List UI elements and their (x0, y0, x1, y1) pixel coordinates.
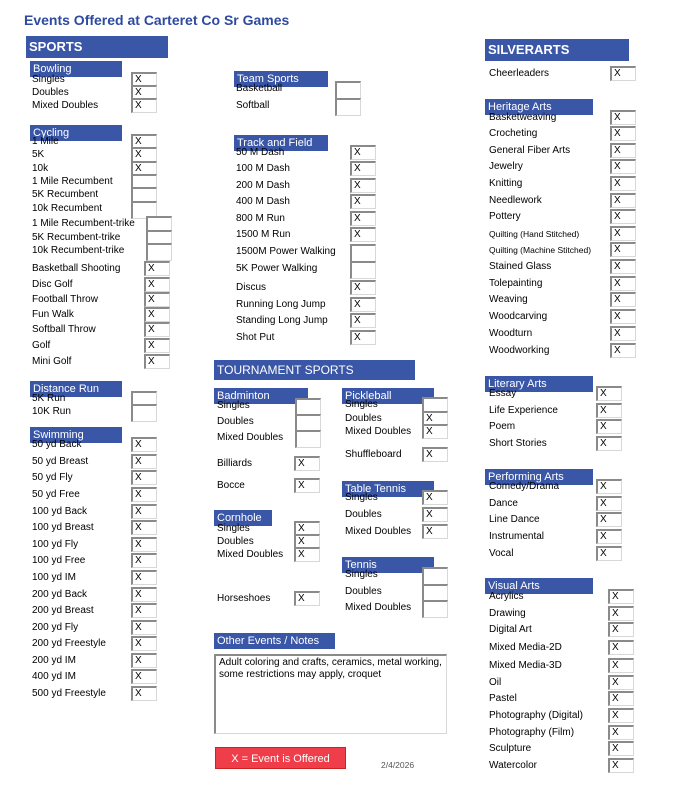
event-checkbox-track-and-field-1500-m-run[interactable]: X (350, 227, 376, 242)
event-label-bowling-singles: Singles (32, 74, 65, 85)
event-label-cycling-1-mile-recumbent-trike: 1 Mile Recumbent-trike (32, 218, 135, 229)
event-label-track-and-field-100-m-dash: 100 M Dash (236, 163, 290, 174)
event-label-track-and-field-standing-long-jump: Standing Long Jump (236, 315, 328, 326)
section-header-table-tennis: Table Tennis (342, 481, 434, 497)
event-checkbox-swimming-500-yd-freestyle[interactable]: X (131, 686, 157, 701)
event-checkbox-track-and-field-400-m-dash[interactable]: X (350, 194, 376, 209)
event-label-swimming-200-yd-freestyle: 200 yd Freestyle (32, 638, 106, 649)
event-label-visual-arts-pastel: Pastel (489, 693, 517, 704)
event-checkbox-misc-sports-softball-throw[interactable]: X (144, 322, 170, 337)
event-checkbox-heritage-arts-general-fiber-arts[interactable]: X (610, 143, 636, 158)
event-checkbox-misc-sports-disc-golf[interactable]: X (144, 277, 170, 292)
event-label-track-and-field-400-m-dash: 400 M Dash (236, 196, 290, 207)
event-checkbox-performing-arts-line-dance[interactable]: X (596, 512, 622, 527)
event-label-heritage-arts-tolepainting: Tolepainting (489, 278, 543, 289)
event-checkbox-heritage-arts-quilting-machine-stitched[interactable]: X (610, 242, 636, 257)
event-label-performing-arts-instrumental: Instrumental (489, 531, 545, 542)
event-label-cycling-5k: 5K (32, 149, 45, 160)
event-label-performing-arts-vocal: Vocal (489, 548, 514, 559)
event-checkbox-racquet-misc-bocce[interactable]: X (294, 478, 320, 493)
event-label-distance-run-5k-run: 5K Run (32, 393, 66, 404)
event-label-track-and-field-1500-m-run: 1500 M Run (236, 229, 291, 240)
event-checkbox-cheer-group-cheerleaders[interactable]: X (610, 66, 636, 81)
section-header-visual-arts: Visual Arts (485, 578, 593, 594)
legend-box: X = Event is Offered (215, 747, 346, 769)
event-label-table-tennis-singles: Singles (345, 492, 378, 503)
event-label-swimming-200-yd-im: 200 yd IM (32, 655, 76, 666)
event-checkbox-misc-sports-football-throw[interactable]: X (144, 292, 170, 307)
event-checkbox-heritage-arts-woodcarving[interactable]: X (610, 309, 636, 324)
event-label-racquet-misc-bocce: Bocce (217, 480, 245, 491)
event-label-track-and-field-800-m-run: 800 M Run (236, 213, 285, 224)
event-checkbox-team-sports-basketball[interactable] (335, 81, 361, 99)
event-checkbox-heritage-arts-knitting[interactable]: X (610, 176, 636, 191)
section-header-pickleball: Pickleball (342, 388, 434, 404)
event-checkbox-swimming-50-yd-back[interactable]: X (131, 437, 157, 452)
event-label-heritage-arts-stained-glass: Stained Glass (489, 261, 552, 272)
event-checkbox-swimming-200-yd-breast[interactable]: X (131, 603, 157, 618)
event-checkbox-literary-arts-life-experience[interactable]: X (596, 403, 622, 418)
event-label-heritage-arts-quilting-machine-stitched: Quilting (Machine Stitched) (489, 245, 592, 255)
event-checkbox-track-and-field-100-m-dash[interactable]: X (350, 161, 376, 176)
event-checkbox-distance-run-10k-run[interactable] (131, 404, 157, 422)
event-checkbox-bowling-doubles[interactable]: X (131, 85, 157, 100)
event-label-tennis-mixed-doubles: Mixed Doubles (345, 602, 412, 613)
event-checkbox-track-and-field-800-m-run[interactable]: X (350, 211, 376, 226)
sports-header: SPORTS (26, 36, 168, 58)
event-label-racquet-misc-billiards: Billiards (217, 458, 253, 469)
event-checkbox-performing-arts-instrumental[interactable]: X (596, 529, 622, 544)
event-checkbox-bowling-mixed-doubles[interactable]: X (131, 98, 157, 113)
event-label-heritage-arts-crocheting: Crocheting (489, 128, 538, 139)
event-label-performing-arts-line-dance: Line Dance (489, 514, 540, 525)
event-label-heritage-arts-quilting-hand-stitched: Quilting (Hand Stitched) (489, 229, 580, 239)
event-label-visual-arts-watercolor: Watercolor (489, 760, 537, 771)
event-label-visual-arts-photography-film: Photography (Film) (489, 727, 575, 738)
event-label-track-and-field-5k-power-walking: 5K Power Walking (236, 263, 318, 274)
event-checkbox-heritage-arts-jewelry[interactable]: X (610, 159, 636, 174)
event-label-swimming-100-yd-im: 100 yd IM (32, 572, 76, 583)
event-checkbox-cycling-5k[interactable]: X (131, 147, 157, 162)
event-label-heritage-arts-pottery: Pottery (489, 211, 521, 222)
event-label-pickleball-singles: Singles (345, 399, 378, 410)
event-label-heritage-arts-weaving: Weaving (489, 294, 528, 305)
event-checkbox-heritage-arts-pottery[interactable]: X (610, 209, 636, 224)
event-label-swimming-50-yd-breast: 50 yd Breast (32, 456, 89, 467)
event-label-bowling-doubles: Doubles (32, 87, 69, 98)
event-checkbox-racquet-misc-billiards[interactable]: X (294, 456, 320, 471)
event-label-literary-arts-essay: Essay (489, 388, 517, 399)
event-checkbox-cornhole-singles[interactable]: X (294, 521, 320, 536)
event-checkbox-swimming-100-yd-free[interactable]: X (131, 553, 157, 568)
event-checkbox-heritage-arts-woodturn[interactable]: X (610, 326, 636, 341)
event-label-heritage-arts-general-fiber-arts: General Fiber Arts (489, 145, 571, 156)
event-label-swimming-400-yd-im: 400 yd IM (32, 671, 76, 682)
event-label-swimming-100-yd-breast: 100 yd Breast (32, 522, 94, 533)
event-label-swimming-200-yd-breast: 200 yd Breast (32, 605, 94, 616)
section-header-performing-arts: Performing Arts (485, 469, 593, 485)
event-label-misc-sports-basketball-shooting: Basketball Shooting (32, 263, 121, 274)
event-checkbox-heritage-arts-weaving[interactable]: X (610, 292, 636, 307)
event-label-misc-sports-mini-golf: Mini Golf (32, 356, 72, 367)
other-events-header: Other Events / Notes (214, 633, 335, 649)
event-label-badminton-mixed-doubles: Mixed Doubles (217, 432, 284, 443)
event-checkbox-visual-arts-photography-digital[interactable]: X (608, 708, 634, 723)
event-checkbox-visual-arts-mixed-media-2d[interactable]: X (608, 640, 634, 655)
event-label-table-tennis-mixed-doubles: Mixed Doubles (345, 526, 412, 537)
event-checkbox-shuffle-group-shuffleboard[interactable]: X (422, 447, 448, 462)
event-label-visual-arts-digital-art: Digital Art (489, 624, 532, 635)
event-checkbox-performing-arts-dance[interactable]: X (596, 496, 622, 511)
section-header-bowling: Bowling (30, 61, 122, 77)
event-label-swimming-200-yd-back: 200 yd Back (32, 589, 88, 600)
event-checkbox-cycling-10k-recumbent-trike[interactable] (146, 243, 172, 261)
event-checkbox-pickleball-mixed-doubles[interactable]: X (422, 424, 448, 439)
event-checkbox-track-and-field-shot-put[interactable]: X (350, 330, 376, 345)
tournament-sports-header: TOURNAMENT SPORTS (214, 360, 415, 380)
event-checkbox-misc-sports-golf[interactable]: X (144, 338, 170, 353)
event-label-heritage-arts-woodworking: Woodworking (489, 345, 550, 356)
event-label-visual-arts-mixed-media-2d: Mixed Media-2D (489, 642, 562, 653)
event-checkbox-visual-arts-watercolor[interactable]: X (608, 758, 634, 773)
section-header-badminton: Badminton (214, 388, 308, 404)
event-checkbox-track-and-field-200-m-dash[interactable]: X (350, 178, 376, 193)
silverarts-header: SILVERARTS (485, 39, 629, 61)
date-stamp: 2/4/2026 (381, 760, 415, 770)
event-label-track-and-field-discus: Discus (236, 282, 267, 293)
event-label-tennis-doubles: Doubles (345, 586, 382, 597)
event-label-pickleball-doubles: Doubles (345, 413, 382, 424)
event-label-heritage-arts-needlework: Needlework (489, 195, 542, 206)
event-checkbox-track-and-field-50-m-dash[interactable]: X (350, 145, 376, 160)
event-checkbox-performing-arts-vocal[interactable]: X (596, 546, 622, 561)
event-label-visual-arts-sculpture: Sculpture (489, 743, 532, 754)
event-label-tennis-singles: Singles (345, 569, 378, 580)
event-checkbox-swimming-200-yd-back[interactable]: X (131, 587, 157, 602)
section-header-track-and-field: Track and Field (234, 135, 328, 151)
event-checkbox-track-and-field-discus[interactable]: X (350, 280, 376, 295)
event-checkbox-visual-arts-mixed-media-3d[interactable]: X (608, 658, 634, 673)
event-label-visual-arts-drawing: Drawing (489, 608, 526, 619)
page-title: Events Offered at Carteret Co Sr Games (24, 12, 290, 28)
event-label-misc-sports-disc-golf: Disc Golf (32, 279, 73, 290)
event-label-swimming-500-yd-freestyle: 500 yd Freestyle (32, 688, 106, 699)
event-label-cycling-1-mile: 1 Mile (32, 136, 59, 147)
section-header-swimming: Swimming (30, 427, 122, 443)
event-label-track-and-field-1500m-power-walking: 1500M Power Walking (236, 246, 336, 257)
event-label-track-and-field-50-m-dash: 50 M Dash (236, 147, 285, 158)
section-header-tennis: Tennis (342, 557, 434, 573)
event-checkbox-swimming-100-yd-back[interactable]: X (131, 504, 157, 519)
section-header-distance-run: Distance Run (30, 381, 122, 397)
event-label-heritage-arts-woodcarving: Woodcarving (489, 311, 548, 322)
event-checkbox-track-and-field-running-long-jump[interactable]: X (350, 297, 376, 312)
event-checkbox-visual-arts-photography-film[interactable]: X (608, 725, 634, 740)
event-label-cycling-10k: 10k (32, 163, 49, 174)
event-label-cornhole-doubles: Doubles (217, 536, 254, 547)
event-label-pickleball-mixed-doubles: Mixed Doubles (345, 426, 412, 437)
event-label-distance-run-10k-run: 10K Run (32, 406, 71, 417)
event-checkbox-pickleball-doubles[interactable]: X (422, 411, 448, 426)
event-label-team-sports-basketball: Basketball (236, 83, 283, 94)
event-label-misc-sports-golf: Golf (32, 340, 51, 351)
event-checkbox-heritage-arts-needlework[interactable]: X (610, 193, 636, 208)
event-checkbox-track-and-field-5k-power-walking[interactable] (350, 261, 376, 279)
event-checkbox-swimming-200-yd-im[interactable]: X (131, 653, 157, 668)
event-label-visual-arts-mixed-media-3d: Mixed Media-3D (489, 660, 562, 671)
event-label-swimming-50-yd-free: 50 yd Free (32, 489, 80, 500)
event-checkbox-cycling-1-mile[interactable]: X (131, 134, 157, 149)
event-checkbox-swimming-400-yd-im[interactable]: X (131, 669, 157, 684)
event-checkbox-track-and-field-standing-long-jump[interactable]: X (350, 313, 376, 328)
event-checkbox-swimming-100-yd-im[interactable]: X (131, 570, 157, 585)
event-checkbox-cornhole-doubles[interactable]: X (294, 534, 320, 549)
event-checkbox-heritage-arts-tolepainting[interactable]: X (610, 276, 636, 291)
event-label-literary-arts-life-experience: Life Experience (489, 405, 558, 416)
event-label-bowling-mixed-doubles: Mixed Doubles (32, 100, 99, 111)
event-checkbox-visual-arts-pastel[interactable]: X (608, 691, 634, 706)
event-checkbox-horseshoes-group-horseshoes[interactable]: X (294, 591, 320, 606)
event-checkbox-table-tennis-mixed-doubles[interactable]: X (422, 524, 448, 539)
event-checkbox-visual-arts-oil[interactable]: X (608, 675, 634, 690)
section-header-literary-arts: Literary Arts (485, 376, 593, 392)
event-checkbox-heritage-arts-quilting-hand-stitched[interactable]: X (610, 226, 636, 241)
other-events-notes[interactable]: Adult coloring and crafts, ceramics, metal working, some restrictions may apply, croquet (214, 654, 447, 734)
event-checkbox-cycling-10k[interactable]: X (131, 161, 157, 176)
event-checkbox-heritage-arts-stained-glass[interactable]: X (610, 259, 636, 274)
event-label-track-and-field-shot-put: Shot Put (236, 332, 275, 343)
event-checkbox-visual-arts-digital-art[interactable]: X (608, 622, 634, 637)
event-label-swimming-200-yd-fly: 200 yd Fly (32, 622, 79, 633)
event-checkbox-swimming-50-yd-free[interactable]: X (131, 487, 157, 502)
section-header-cornhole: Cornhole (214, 510, 272, 526)
event-label-swimming-50-yd-fly: 50 yd Fly (32, 472, 73, 483)
section-header-team-sports: Team Sports (234, 71, 328, 87)
event-label-visual-arts-acrylics: Acrylics (489, 591, 524, 602)
event-label-horseshoes-group-horseshoes: Horseshoes (217, 593, 271, 604)
event-label-performing-arts-dance: Dance (489, 498, 518, 509)
event-label-visual-arts-oil: Oil (489, 677, 502, 688)
event-checkbox-performing-arts-comedy-drama[interactable]: X (596, 479, 622, 494)
event-checkbox-tennis-mixed-doubles[interactable] (422, 600, 448, 618)
event-label-heritage-arts-jewelry: Jewelry (489, 161, 523, 172)
event-label-badminton-singles: Singles (217, 400, 250, 411)
event-checkbox-heritage-arts-basketweaving[interactable]: X (610, 110, 636, 125)
event-checkbox-visual-arts-acrylics[interactable]: X (608, 589, 634, 604)
event-checkbox-literary-arts-poem[interactable]: X (596, 419, 622, 434)
event-label-swimming-50-yd-back: 50 yd Back (32, 439, 82, 450)
event-checkbox-misc-sports-mini-golf[interactable]: X (144, 354, 170, 369)
event-label-misc-sports-football-throw: Football Throw (32, 294, 98, 305)
event-label-heritage-arts-woodturn: Woodturn (489, 328, 533, 339)
event-checkbox-visual-arts-sculpture[interactable]: X (608, 741, 634, 756)
event-checkbox-swimming-100-yd-fly[interactable]: X (131, 537, 157, 552)
event-label-heritage-arts-basketweaving: Basketweaving (489, 112, 557, 123)
event-label-track-and-field-running-long-jump: Running Long Jump (236, 299, 326, 310)
event-label-performing-arts-comedy-drama: Comedy/Drama (489, 481, 560, 492)
event-checkbox-swimming-200-yd-freestyle[interactable]: X (131, 636, 157, 651)
event-label-swimming-100-yd-back: 100 yd Back (32, 506, 88, 517)
event-checkbox-tennis-singles[interactable] (422, 567, 448, 585)
event-checkbox-swimming-100-yd-breast[interactable]: X (131, 520, 157, 535)
event-label-badminton-doubles: Doubles (217, 416, 254, 427)
event-label-shuffle-group-shuffleboard: Shuffleboard (345, 449, 402, 460)
event-label-misc-sports-softball-throw: Softball Throw (32, 324, 96, 335)
event-checkbox-table-tennis-doubles[interactable]: X (422, 507, 448, 522)
event-label-misc-sports-fun-walk: Fun Walk (32, 309, 74, 320)
event-label-swimming-100-yd-free: 100 yd Free (32, 555, 86, 566)
event-label-track-and-field-200-m-dash: 200 M Dash (236, 180, 290, 191)
event-checkbox-visual-arts-drawing[interactable]: X (608, 606, 634, 621)
event-checkbox-literary-arts-essay[interactable]: X (596, 386, 622, 401)
event-label-cycling-5k-recumbent-trike: 5K Recumbent-trike (32, 232, 121, 243)
event-label-cornhole-mixed-doubles: Mixed Doubles (217, 549, 284, 560)
event-checkbox-heritage-arts-crocheting[interactable]: X (610, 126, 636, 141)
section-header-heritage-arts: Heritage Arts (485, 99, 593, 115)
event-checkbox-cornhole-mixed-doubles[interactable]: X (294, 547, 320, 562)
event-checkbox-swimming-50-yd-fly[interactable]: X (131, 470, 157, 485)
event-checkbox-badminton-mixed-doubles[interactable] (295, 430, 321, 448)
event-checkbox-literary-arts-short-stories[interactable]: X (596, 436, 622, 451)
event-label-swimming-100-yd-fly: 100 yd Fly (32, 539, 79, 550)
event-label-literary-arts-poem: Poem (489, 421, 516, 432)
event-checkbox-swimming-200-yd-fly[interactable]: X (131, 620, 157, 635)
event-checkbox-misc-sports-basketball-shooting[interactable]: X (144, 261, 170, 276)
event-checkbox-track-and-field-1500m-power-walking[interactable] (350, 244, 376, 262)
event-label-team-sports-softball: Softball (236, 100, 270, 111)
event-checkbox-table-tennis-singles[interactable]: X (422, 490, 448, 505)
event-checkbox-misc-sports-fun-walk[interactable]: X (144, 307, 170, 322)
event-label-cycling-10k-recumbent-trike: 10k Recumbent-trike (32, 245, 125, 256)
event-label-cornhole-singles: Singles (217, 523, 250, 534)
event-checkbox-team-sports-softball[interactable] (335, 98, 361, 116)
event-label-cycling-5k-recumbent: 5K Recumbent (32, 189, 99, 200)
event-label-table-tennis-doubles: Doubles (345, 509, 382, 520)
event-checkbox-swimming-50-yd-breast[interactable]: X (131, 454, 157, 469)
event-label-literary-arts-short-stories: Short Stories (489, 438, 547, 449)
event-label-cheer-group-cheerleaders: Cheerleaders (489, 68, 550, 79)
event-label-cycling-10k-recumbent: 10k Recumbent (32, 203, 103, 214)
event-checkbox-heritage-arts-woodworking[interactable]: X (610, 343, 636, 358)
section-header-cycling: Cycling (30, 125, 122, 141)
event-label-heritage-arts-knitting: Knitting (489, 178, 523, 189)
event-label-cycling-1-mile-recumbent: 1 Mile Recumbent (32, 176, 113, 187)
event-label-visual-arts-photography-digital: Photography (Digital) (489, 710, 583, 721)
event-checkbox-bowling-singles[interactable]: X (131, 72, 157, 87)
